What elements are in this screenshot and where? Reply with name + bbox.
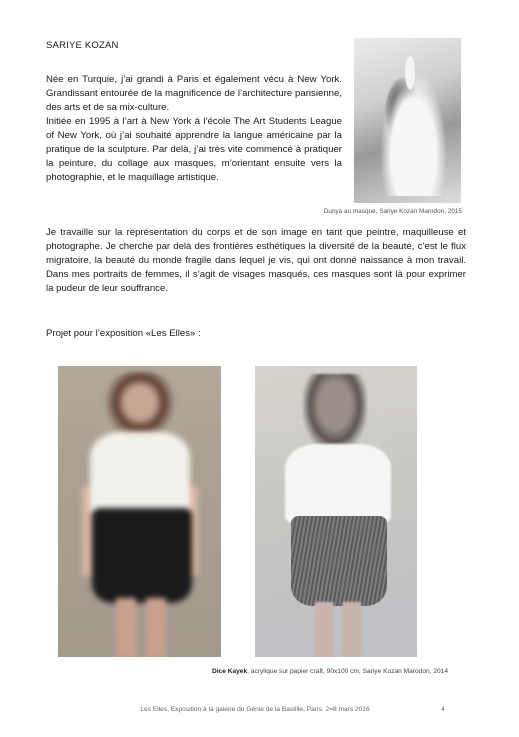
top-photo-caption: Dunya au masque, Sariye Kozan Marodon, 2015 <box>323 208 462 215</box>
figure-head <box>105 372 175 440</box>
page-footer: Les Elles, Exposition à la galerie du Génie de la Bastille, Paris. 2=8 mars 2016 <box>140 706 370 713</box>
artwork-title: Dice Kayek <box>211 668 248 675</box>
painted-head <box>303 374 367 452</box>
blurred-photo-woman <box>58 366 221 657</box>
body-paragraph: Je travaille sur la représentation du corps et de son image en tant que peintre, maquilleuse et photographe. Je cherche par delà des frontières esthétiques la diversité de la beauté, c’est le flux migratoire, la beauté du monde fragile dans lequel je vis, qui ont donné naissance à mon travail. Dans mes portraits de femmes, il s’agit de visages masqués, ces masques sont là pour exprimer la pudeur de leur souffrance. <box>46 227 466 294</box>
seated-figure-shape <box>374 56 446 196</box>
artwork-details: , acrylique sur papier craft, 90x100 cm, Sariye Kozan Marodon, 2014 <box>247 668 448 675</box>
painted-legs <box>315 602 361 657</box>
figure-legs <box>116 598 166 657</box>
project-label: Projet pour l’exposition «Les Elles» : <box>46 328 201 339</box>
painted-grey-skirt <box>291 516 387 606</box>
figure-white-shirt <box>90 432 190 516</box>
masked-portrait-photo <box>354 38 461 203</box>
painting-woman <box>255 366 417 657</box>
intro-text <box>46 73 342 185</box>
intro-paragraph-1: Née en Turquie, j’ai grandi à Paris et également vécu à New York. Grandissant entourée de la magnificence de l’architecture parisienne, des arts et de sa mix-culture. <box>46 74 342 113</box>
artist-name-heading: SARIYE KOZAN <box>46 40 119 51</box>
figure-black-skirt <box>92 508 192 603</box>
intro-paragraph-2: Initiée en 1995 à l’art à New York à l’école The Art Students League of New York, où j’ai souhaité apprendre la langue américaine par la pratique de la sculpture. Par delà, j’ai très vite commencé à pratiquer la peinture, du collage aux masques, m’orientant ensuite vers la photographie, et le maquillage artistique. <box>46 116 342 183</box>
painted-white-shirt <box>285 444 391 524</box>
page-number: 4 <box>441 706 445 713</box>
artwork-caption <box>160 668 448 675</box>
